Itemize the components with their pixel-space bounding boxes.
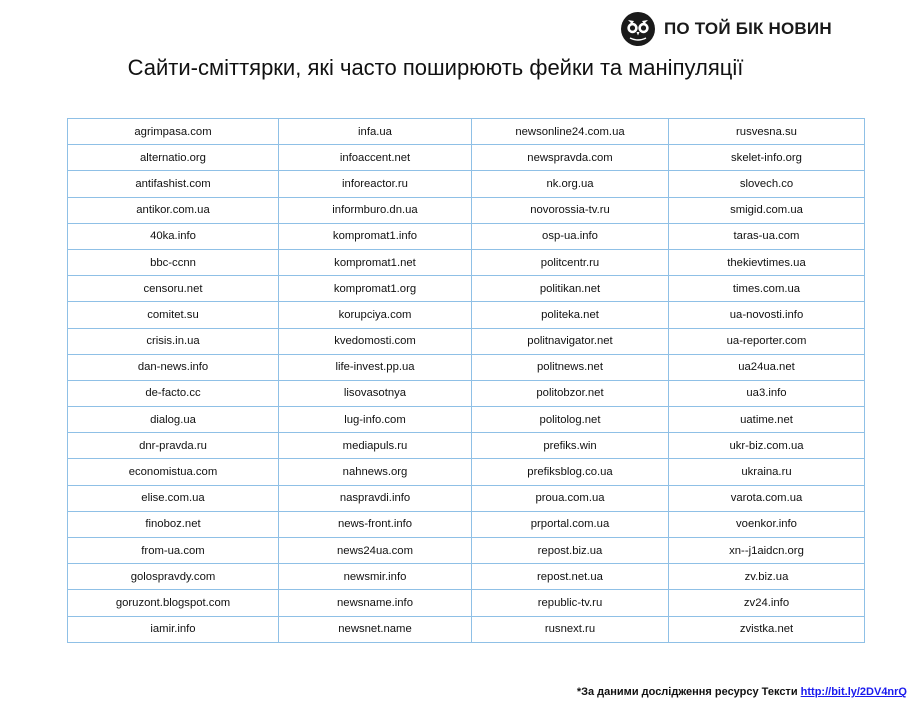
site-cell: dialog.ua [68, 407, 279, 433]
table-row [68, 511, 865, 537]
site-cell: zv.biz.ua [669, 564, 865, 590]
site-cell: goruzont.blogspot.com [68, 590, 279, 616]
table-row [68, 590, 865, 616]
site-cell: taras-ua.com [669, 223, 865, 249]
site-cell: xn--j1aidcn.org [669, 538, 865, 564]
site-cell: naspravdi.info [279, 485, 472, 511]
site-cell: newsname.info [279, 590, 472, 616]
site-cell: ukr-biz.com.ua [669, 433, 865, 459]
site-cell: uatime.net [669, 407, 865, 433]
site-cell: elise.com.ua [68, 485, 279, 511]
site-cell: de-facto.cc [68, 380, 279, 406]
table-row [68, 459, 865, 485]
source-link[interactable]: http://bit.ly/2DV4nrQ [800, 686, 907, 698]
site-cell: ua-novosti.info [669, 302, 865, 328]
site-cell: skelet-info.org [669, 145, 865, 171]
site-cell: mediapuls.ru [279, 433, 472, 459]
site-cell: politobzor.net [472, 380, 669, 406]
logo [620, 8, 832, 50]
owl-icon [620, 11, 656, 47]
site-cell: politnavigator.net [472, 328, 669, 354]
site-cell: bbc-ccnn [68, 249, 279, 275]
site-cell: thekievtimes.ua [669, 249, 865, 275]
site-cell: politcentr.ru [472, 249, 669, 275]
page-title: Сайти-сміттярки, які часто поширюють фейки та маніпуляції [127, 55, 744, 80]
site-cell: crisis.in.ua [68, 328, 279, 354]
table-row [68, 328, 865, 354]
site-cell: kompromat1.info [279, 223, 472, 249]
site-cell: newsonline24.com.ua [472, 119, 669, 145]
site-cell: republic-tv.ru [472, 590, 669, 616]
table-row [68, 407, 865, 433]
site-cell: alternatio.org [68, 145, 279, 171]
site-cell: prportal.com.ua [472, 511, 669, 537]
site-cell: iamir.info [68, 616, 279, 642]
table-row [68, 171, 865, 197]
source-note [577, 686, 907, 698]
sites-table [67, 118, 865, 643]
site-cell: prefiksblog.co.ua [472, 459, 669, 485]
site-cell: comitet.su [68, 302, 279, 328]
site-cell: proua.com.ua [472, 485, 669, 511]
site-cell: voenkor.info [669, 511, 865, 537]
logo-text: ПО ТОЙ БІК НОВИН [664, 19, 832, 38]
site-cell: censoru.net [68, 276, 279, 302]
site-cell: novorossia-tv.ru [472, 197, 669, 223]
site-cell: antifashist.com [68, 171, 279, 197]
site-cell: times.com.ua [669, 276, 865, 302]
table-row [68, 145, 865, 171]
source-text: *За даними дослідження ресурсу Тексти [576, 686, 798, 698]
table-row [68, 485, 865, 511]
site-cell: dnr-pravda.ru [68, 433, 279, 459]
site-cell: news-front.info [279, 511, 472, 537]
table-row [68, 616, 865, 642]
site-cell: osp-ua.info [472, 223, 669, 249]
site-cell: from-ua.com [68, 538, 279, 564]
site-cell: politikan.net [472, 276, 669, 302]
site-cell: newsmir.info [279, 564, 472, 590]
table-row [68, 380, 865, 406]
table-row [68, 564, 865, 590]
site-cell: golospravdy.com [68, 564, 279, 590]
site-cell: korupciya.com [279, 302, 472, 328]
table-row [68, 276, 865, 302]
table-row [68, 538, 865, 564]
site-cell: kvedomosti.com [279, 328, 472, 354]
site-cell: ua-reporter.com [669, 328, 865, 354]
site-cell: nahnews.org [279, 459, 472, 485]
table-row [68, 119, 865, 145]
site-cell: rusnext.ru [472, 616, 669, 642]
site-cell: smigid.com.ua [669, 197, 865, 223]
site-cell: rusvesna.su [669, 119, 865, 145]
site-cell: finoboz.net [68, 511, 279, 537]
table-row [68, 249, 865, 275]
site-cell: politeka.net [472, 302, 669, 328]
table-row [68, 354, 865, 380]
table-row [68, 197, 865, 223]
site-cell: zv24.info [669, 590, 865, 616]
site-cell: infa.ua [279, 119, 472, 145]
site-cell: repost.net.ua [472, 564, 669, 590]
site-cell: repost.biz.ua [472, 538, 669, 564]
site-cell: politolog.net [472, 407, 669, 433]
site-cell: slovech.co [669, 171, 865, 197]
table-row [68, 433, 865, 459]
site-cell: newspravda.com [472, 145, 669, 171]
sites-table-body [68, 119, 865, 643]
site-cell: 40ka.info [68, 223, 279, 249]
site-cell: kompromat1.net [279, 249, 472, 275]
site-cell: newsnet.name [279, 616, 472, 642]
site-cell: ua3.info [669, 380, 865, 406]
site-cell: dan-news.info [68, 354, 279, 380]
site-cell: lisovasotnya [279, 380, 472, 406]
site-cell: economistua.com [68, 459, 279, 485]
site-cell: zvistka.net [669, 616, 865, 642]
site-cell: ukraina.ru [669, 459, 865, 485]
site-cell: inforeactor.ru [279, 171, 472, 197]
site-cell: ua24ua.net [669, 354, 865, 380]
site-cell: varota.com.ua [669, 485, 865, 511]
site-cell: lug-info.com [279, 407, 472, 433]
table-row [68, 302, 865, 328]
site-cell: infoaccent.net [279, 145, 472, 171]
table-row [68, 223, 865, 249]
site-cell: kompromat1.org [279, 276, 472, 302]
site-cell: life-invest.pp.ua [279, 354, 472, 380]
site-cell: news24ua.com [279, 538, 472, 564]
site-cell: informburo.dn.ua [279, 197, 472, 223]
site-cell: agrimpasa.com [68, 119, 279, 145]
site-cell: antikor.com.ua [68, 197, 279, 223]
site-cell: prefiks.win [472, 433, 669, 459]
site-cell: politnews.net [472, 354, 669, 380]
site-cell: nk.org.ua [472, 171, 669, 197]
